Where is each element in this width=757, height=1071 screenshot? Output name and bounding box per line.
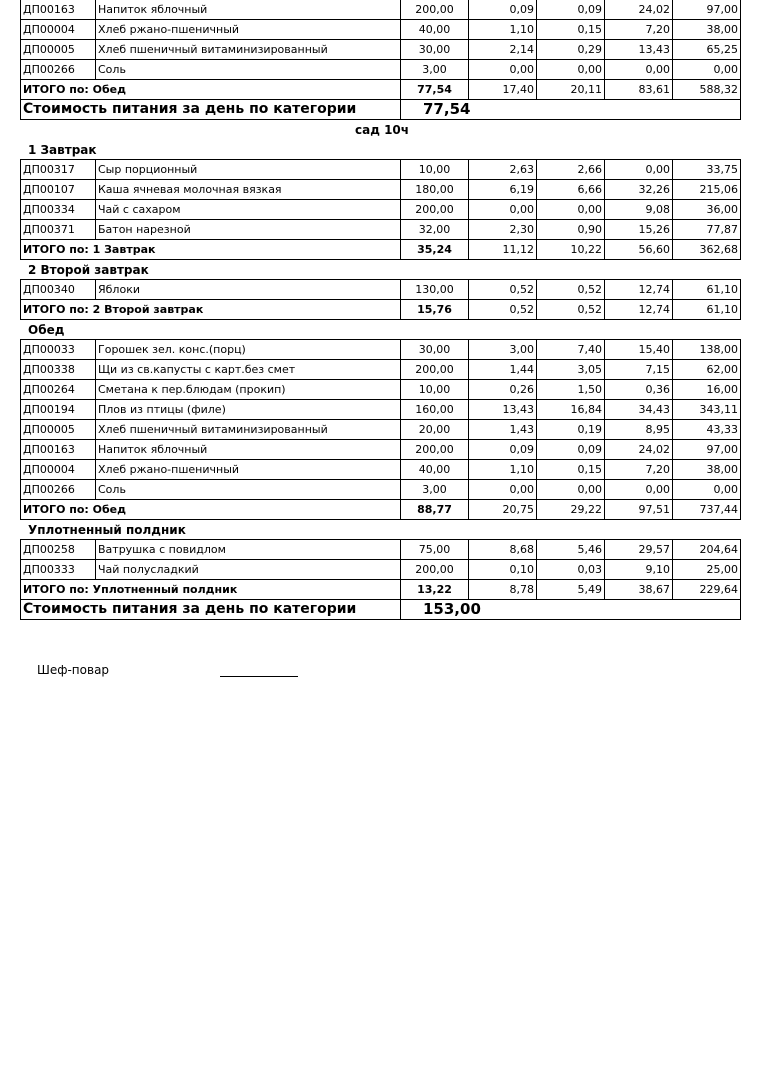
dish-weight: 3,00 (401, 480, 469, 500)
dish-name: Хлеб ржано-пшеничный (96, 460, 401, 480)
dish-kcal: 33,75 (673, 160, 741, 180)
dish-protein: 1,10 (469, 460, 537, 480)
dish-fat: 0,09 (537, 0, 605, 20)
table-row (21, 340, 741, 360)
dish-carbs: 9,10 (605, 560, 673, 580)
dish-protein: 0,52 (469, 280, 537, 300)
day-cost-label: Стоимость питания за день по категории (21, 100, 401, 120)
total-cost: 77,54 (401, 80, 469, 100)
dish-weight: 200,00 (401, 360, 469, 380)
dish-fat: 3,05 (537, 360, 605, 380)
dish-carbs: 0,00 (605, 160, 673, 180)
dish-weight: 3,00 (401, 60, 469, 80)
dish-carbs: 0,36 (605, 380, 673, 400)
dish-carbs: 12,74 (605, 280, 673, 300)
table-row (21, 20, 741, 40)
dish-protein: 1,43 (469, 420, 537, 440)
dish-protein: 1,10 (469, 20, 537, 40)
total-fat: 20,11 (537, 80, 605, 100)
dish-carbs: 13,43 (605, 40, 673, 60)
dish-code: ДП00333 (21, 560, 96, 580)
table-row (21, 160, 741, 180)
total-kcal: 229,64 (673, 580, 741, 600)
dish-name: Яблоки (96, 280, 401, 300)
dish-fat: 7,40 (537, 340, 605, 360)
table-row (21, 440, 741, 460)
dish-kcal: 36,00 (673, 200, 741, 220)
dish-carbs: 24,02 (605, 440, 673, 460)
lunch-table (20, 339, 741, 520)
dish-weight: 10,00 (401, 380, 469, 400)
dish-protein: 0,00 (469, 60, 537, 80)
dish-carbs: 24,02 (605, 0, 673, 20)
dish-name: Хлеб пшеничный витаминизированный (96, 40, 401, 60)
total-protein: 20,75 (469, 500, 537, 520)
table-row (21, 460, 741, 480)
dish-kcal: 0,00 (673, 60, 741, 80)
day-cost-value: 153,00 (401, 600, 741, 620)
table-row (21, 400, 741, 420)
dish-weight: 40,00 (401, 460, 469, 480)
dish-fat: 0,09 (537, 440, 605, 460)
dish-name: Каша ячневая молочная вязкая (96, 180, 401, 200)
total-label: ИТОГО по: 1 Завтрак (21, 240, 401, 260)
dish-fat: 1,50 (537, 380, 605, 400)
dish-fat: 6,66 (537, 180, 605, 200)
breakfast-table (20, 159, 741, 260)
total-protein: 17,40 (469, 80, 537, 100)
dish-code: ДП00163 (21, 440, 96, 460)
dish-code: ДП00264 (21, 380, 96, 400)
table-row (21, 200, 741, 220)
dish-code: ДП00371 (21, 220, 96, 240)
dish-fat: 0,03 (537, 560, 605, 580)
total-fat: 10,22 (537, 240, 605, 260)
total-kcal: 61,10 (673, 300, 741, 320)
dish-code: ДП00266 (21, 60, 96, 80)
dish-name: Щи из св.капусты с карт.без смет (96, 360, 401, 380)
table-row (21, 280, 741, 300)
dish-protein: 13,43 (469, 400, 537, 420)
total-carbs: 83,61 (605, 80, 673, 100)
dish-code: ДП00334 (21, 200, 96, 220)
dish-kcal: 16,00 (673, 380, 741, 400)
dish-name: Напиток яблочный (96, 0, 401, 20)
dish-protein: 0,00 (469, 200, 537, 220)
signature-line (220, 676, 298, 677)
dish-fat: 0,90 (537, 220, 605, 240)
section-title-lunch: Обед (28, 323, 65, 337)
dish-fat: 2,66 (537, 160, 605, 180)
dish-fat: 0,00 (537, 480, 605, 500)
dish-carbs: 9,08 (605, 200, 673, 220)
dish-fat: 0,29 (537, 40, 605, 60)
section-title-breakfast: 1 Завтрак (28, 143, 97, 157)
dish-protein: 0,10 (469, 560, 537, 580)
day-cost-value: 77,54 (401, 100, 741, 120)
dish-weight: 32,00 (401, 220, 469, 240)
total-fat: 5,49 (537, 580, 605, 600)
dish-weight: 20,00 (401, 420, 469, 440)
dish-kcal: 43,33 (673, 420, 741, 440)
afternoon-snack-table (20, 539, 741, 620)
dish-protein: 0,09 (469, 0, 537, 20)
dish-weight: 200,00 (401, 200, 469, 220)
table-row (21, 220, 741, 240)
dish-fat: 0,00 (537, 200, 605, 220)
total-carbs: 97,51 (605, 500, 673, 520)
table-row (21, 60, 741, 80)
dish-fat: 0,52 (537, 280, 605, 300)
dish-kcal: 97,00 (673, 440, 741, 460)
table-row (21, 480, 741, 500)
dish-fat: 5,46 (537, 540, 605, 560)
total-cost: 15,76 (401, 300, 469, 320)
dish-name: Хлеб ржано-пшеничный (96, 20, 401, 40)
total-label: ИТОГО по: Обед (21, 500, 401, 520)
dish-kcal: 62,00 (673, 360, 741, 380)
dish-carbs: 29,57 (605, 540, 673, 560)
dish-protein: 3,00 (469, 340, 537, 360)
second-breakfast-table (20, 279, 741, 320)
day-cost-row (21, 600, 741, 620)
total-carbs: 56,60 (605, 240, 673, 260)
dish-weight: 40,00 (401, 20, 469, 40)
dish-code: ДП00258 (21, 540, 96, 560)
total-cost: 13,22 (401, 580, 469, 600)
total-cost: 35,24 (401, 240, 469, 260)
total-row (21, 500, 741, 520)
dish-protein: 1,44 (469, 360, 537, 380)
total-row (21, 580, 741, 600)
table-row (21, 560, 741, 580)
dish-name: Напиток яблочный (96, 440, 401, 460)
dish-fat: 0,15 (537, 460, 605, 480)
dish-weight: 200,00 (401, 560, 469, 580)
dish-weight: 200,00 (401, 440, 469, 460)
table-row (21, 180, 741, 200)
dish-protein: 0,09 (469, 440, 537, 460)
dish-weight: 75,00 (401, 540, 469, 560)
dish-kcal: 61,10 (673, 280, 741, 300)
total-protein: 11,12 (469, 240, 537, 260)
dish-name: Горошек зел. конс.(порц) (96, 340, 401, 360)
dish-kcal: 343,11 (673, 400, 741, 420)
dish-code: ДП00033 (21, 340, 96, 360)
dish-weight: 10,00 (401, 160, 469, 180)
dish-code: ДП00338 (21, 360, 96, 380)
dish-weight: 30,00 (401, 340, 469, 360)
dish-carbs: 7,20 (605, 20, 673, 40)
dish-weight: 160,00 (401, 400, 469, 420)
dish-code: ДП00317 (21, 160, 96, 180)
total-label: ИТОГО по: Уплотненный полдник (21, 580, 401, 600)
dish-code: ДП00340 (21, 280, 96, 300)
dish-code: ДП00004 (21, 20, 96, 40)
day-cost-label: Стоимость питания за день по категории (21, 600, 401, 620)
dish-code: ДП00163 (21, 0, 96, 20)
dish-weight: 130,00 (401, 280, 469, 300)
dish-code: ДП00004 (21, 460, 96, 480)
group-title: сад 10ч (355, 123, 410, 137)
dish-carbs: 7,20 (605, 460, 673, 480)
total-label: ИТОГО по: 2 Второй завтрак (21, 300, 401, 320)
dish-protein: 2,14 (469, 40, 537, 60)
dish-kcal: 215,06 (673, 180, 741, 200)
dish-carbs: 15,40 (605, 340, 673, 360)
dish-protein: 6,19 (469, 180, 537, 200)
dish-protein: 2,30 (469, 220, 537, 240)
dish-carbs: 34,43 (605, 400, 673, 420)
dish-protein: 8,68 (469, 540, 537, 560)
total-protein: 8,78 (469, 580, 537, 600)
dish-carbs: 32,26 (605, 180, 673, 200)
total-carbs: 12,74 (605, 300, 673, 320)
dish-protein: 2,63 (469, 160, 537, 180)
dish-name: Чай полусладкий (96, 560, 401, 580)
total-kcal: 737,44 (673, 500, 741, 520)
dish-name: Чай с сахаром (96, 200, 401, 220)
dish-protein: 0,00 (469, 480, 537, 500)
dish-kcal: 0,00 (673, 480, 741, 500)
dish-name: Плов из птицы (филе) (96, 400, 401, 420)
total-cost: 88,77 (401, 500, 469, 520)
dish-code: ДП00266 (21, 480, 96, 500)
dish-code: ДП00005 (21, 40, 96, 60)
section-title-second-breakfast: 2 Второй завтрак (28, 263, 149, 277)
dish-fat: 16,84 (537, 400, 605, 420)
dish-kcal: 77,87 (673, 220, 741, 240)
table-row (21, 0, 741, 20)
total-fat: 29,22 (537, 500, 605, 520)
dish-protein: 0,26 (469, 380, 537, 400)
total-label: ИТОГО по: Обед (21, 80, 401, 100)
chef-signature-label: Шеф-повар (37, 663, 110, 677)
dish-kcal: 204,64 (673, 540, 741, 560)
dish-fat: 0,15 (537, 20, 605, 40)
dish-kcal: 25,00 (673, 560, 741, 580)
dish-kcal: 38,00 (673, 20, 741, 40)
dish-name: Батон нарезной (96, 220, 401, 240)
total-kcal: 588,32 (673, 80, 741, 100)
section-title-afternoon-snack: Уплотненный полдник (28, 523, 186, 537)
dish-name: Хлеб пшеничный витаминизированный (96, 420, 401, 440)
dish-name: Соль (96, 480, 401, 500)
dish-weight: 180,00 (401, 180, 469, 200)
dish-code: ДП00194 (21, 400, 96, 420)
dish-name: Сыр порционный (96, 160, 401, 180)
dish-name: Ватрушка с повидлом (96, 540, 401, 560)
dish-carbs: 8,95 (605, 420, 673, 440)
total-carbs: 38,67 (605, 580, 673, 600)
dish-kcal: 97,00 (673, 0, 741, 20)
table-row (21, 380, 741, 400)
total-kcal: 362,68 (673, 240, 741, 260)
table-row (21, 420, 741, 440)
dish-code: ДП00107 (21, 180, 96, 200)
dish-fat: 0,19 (537, 420, 605, 440)
dish-name: Сметана к пер.блюдам (прокип) (96, 380, 401, 400)
day-cost-row (21, 100, 741, 120)
dish-fat: 0,00 (537, 60, 605, 80)
dish-carbs: 0,00 (605, 480, 673, 500)
table-row (21, 360, 741, 380)
total-row (21, 300, 741, 320)
dish-weight: 30,00 (401, 40, 469, 60)
total-row (21, 80, 741, 100)
dish-code: ДП00005 (21, 420, 96, 440)
top-block-table (20, 0, 741, 120)
dish-kcal: 38,00 (673, 460, 741, 480)
total-protein: 0,52 (469, 300, 537, 320)
dish-carbs: 15,26 (605, 220, 673, 240)
dish-kcal: 65,25 (673, 40, 741, 60)
table-row (21, 540, 741, 560)
dish-name: Соль (96, 60, 401, 80)
total-row (21, 240, 741, 260)
dish-weight: 200,00 (401, 0, 469, 20)
table-row (21, 40, 741, 60)
dish-carbs: 0,00 (605, 60, 673, 80)
dish-carbs: 7,15 (605, 360, 673, 380)
dish-kcal: 138,00 (673, 340, 741, 360)
total-fat: 0,52 (537, 300, 605, 320)
